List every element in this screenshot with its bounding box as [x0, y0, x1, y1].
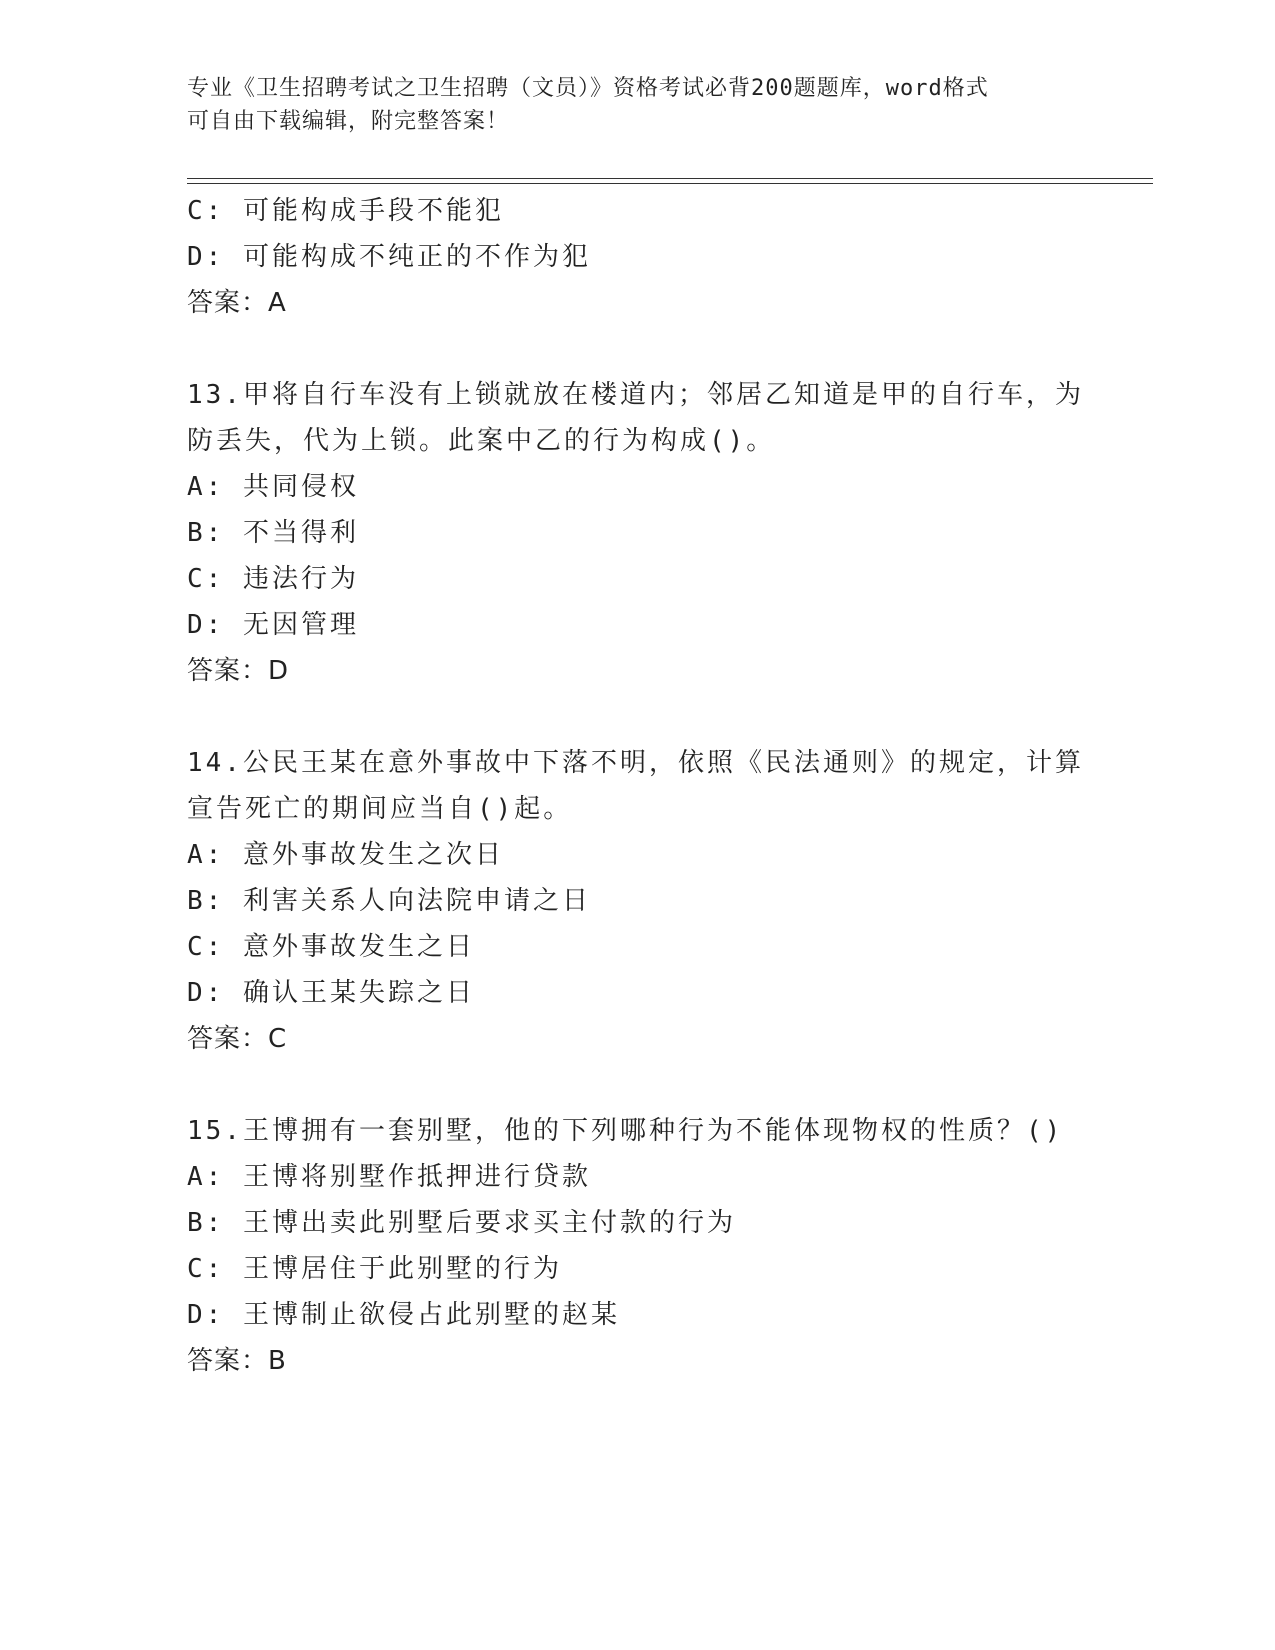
- option-d: D: 无因管理: [187, 610, 359, 640]
- option-d: D: 王博制止欲侵占此别墅的赵某: [187, 1300, 620, 1330]
- spacer: [187, 1062, 1087, 1108]
- header-title-line-1: 专业《卫生招聘考试之卫生招聘（文员）》资格考试必背200题题库，word格式: [187, 76, 989, 101]
- question-block-15: [187, 1108, 1087, 1384]
- option-b: B: 王博出卖此别墅后要求买主付款的行为: [187, 1208, 736, 1238]
- option-d: D: 可能构成不纯正的不作为犯: [187, 242, 591, 272]
- option-c: C: 违法行为: [187, 564, 359, 594]
- option-b: B: 利害关系人向法院申请之日: [187, 886, 591, 916]
- option-d: D: 确认王某失踪之日: [187, 978, 475, 1008]
- option-c: C: 意外事故发生之日: [187, 932, 475, 962]
- header-title-line-2: 可自由下载编辑，附完整答案！: [187, 109, 510, 134]
- option-a: A: 王博将别墅作抵押进行贷款: [187, 1162, 591, 1192]
- answer-line: 答案：C: [187, 1024, 288, 1054]
- answer-line: 答案：A: [187, 288, 287, 318]
- question-block-14: [187, 740, 1087, 1062]
- spacer: [187, 326, 1087, 372]
- question-list: [187, 188, 1087, 1384]
- question-block-12: [187, 188, 1087, 326]
- answer-line: 答案：D: [187, 656, 290, 686]
- header-divider-top: [187, 178, 1153, 179]
- option-b: B: 不当得利: [187, 518, 359, 548]
- document-header: [187, 72, 1087, 138]
- option-a: A: 意外事故发生之次日: [187, 840, 504, 870]
- option-c: C: 王博居住于此别墅的行为: [187, 1254, 562, 1284]
- header-divider-bottom: [187, 183, 1153, 184]
- question-text-line: 宣告死亡的期间应当自()起。: [187, 794, 573, 824]
- question-text-line: 15.王博拥有一套别墅，他的下列哪种行为不能体现物权的性质？(): [187, 1116, 1064, 1146]
- question-text-line: 13.甲将自行车没有上锁就放在楼道内；邻居乙知道是甲的自行车，为: [187, 380, 1084, 410]
- option-c: C: 可能构成手段不能犯: [187, 196, 504, 226]
- question-text-line: 14.公民王某在意外事故中下落不明，依照《民法通则》的规定，计算: [187, 748, 1084, 778]
- spacer: [187, 694, 1087, 740]
- option-a: A: 共同侵权: [187, 472, 359, 502]
- answer-line: 答案：B: [187, 1346, 287, 1376]
- question-block-13: [187, 372, 1087, 694]
- question-text-line: 防丢失，代为上锁。此案中乙的行为构成()。: [187, 426, 776, 456]
